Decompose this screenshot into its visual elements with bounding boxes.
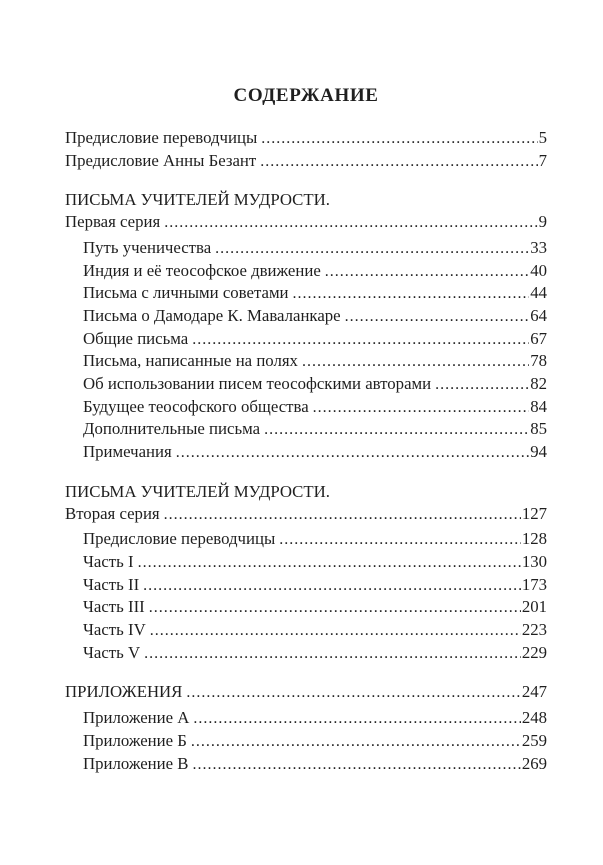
toc-entry-label: Об использовании писем теософскими авторами xyxy=(83,374,432,394)
toc-entry-label: Часть I xyxy=(83,551,134,571)
dot-leader xyxy=(260,150,537,173)
dot-leader xyxy=(264,418,529,441)
toc-entry[interactable] xyxy=(65,730,547,753)
toc-entry[interactable] xyxy=(65,528,547,551)
toc-entry-page-number: 5 xyxy=(538,128,547,147)
toc-entry[interactable] xyxy=(65,260,547,283)
toc-entry[interactable] xyxy=(65,619,547,642)
dot-leader xyxy=(143,574,521,597)
toc-entry-page-number: 84 xyxy=(530,396,547,416)
toc-entry-page-number: 229 xyxy=(521,642,547,662)
dot-leader xyxy=(138,551,521,574)
toc-entry[interactable] xyxy=(65,441,547,464)
toc-group xyxy=(65,189,547,463)
toc-entry-label: Общие письма xyxy=(83,328,189,348)
toc-groups xyxy=(65,127,547,775)
toc-entry[interactable] xyxy=(65,282,547,305)
toc-entry[interactable] xyxy=(65,596,547,619)
toc-entry[interactable] xyxy=(65,237,547,260)
toc-entry[interactable] xyxy=(65,551,547,574)
toc-entry-label: Приложение В xyxy=(83,753,189,773)
toc-entry-label: Часть V xyxy=(83,642,141,662)
toc-entry-label: Часть III xyxy=(83,597,145,617)
toc-entry-page-number: 9 xyxy=(538,212,547,232)
dot-leader xyxy=(164,503,521,526)
toc-entry-label: Предисловие переводчицы xyxy=(65,128,258,147)
toc-entry-page-number: 128 xyxy=(521,529,547,549)
toc-entry-page-number: 7 xyxy=(538,150,547,170)
dot-leader xyxy=(435,373,529,396)
toc-group xyxy=(65,127,547,172)
toc-entry-label: Приложение А xyxy=(83,708,190,728)
toc-entry[interactable] xyxy=(65,150,547,173)
dot-leader xyxy=(192,328,529,351)
toc-entry[interactable] xyxy=(65,305,547,328)
toc-entry-page-number: 40 xyxy=(530,260,547,280)
toc-entry[interactable] xyxy=(65,350,547,373)
toc-entry[interactable] xyxy=(65,418,547,441)
toc-entry-label: Дополнительные письма xyxy=(83,419,261,439)
toc-entry-label: ПРИЛОЖЕНИЯ xyxy=(65,682,183,702)
toc-entry[interactable] xyxy=(65,127,547,150)
dot-leader xyxy=(149,596,521,619)
toc-entry-page-number: 223 xyxy=(521,620,547,640)
dot-leader xyxy=(345,305,530,328)
toc-entry-page-number: 248 xyxy=(521,708,547,728)
toc-entry-page-number: 78 xyxy=(530,351,547,371)
toc-entry[interactable] xyxy=(65,503,547,526)
dot-leader xyxy=(193,707,520,730)
toc-entry-page-number: 173 xyxy=(521,574,547,594)
toc-entry[interactable] xyxy=(65,373,547,396)
toc-entry-page-number: 67 xyxy=(530,328,547,348)
toc-entry-page-number: 130 xyxy=(521,551,547,571)
toc-entry[interactable] xyxy=(65,328,547,351)
toc-entry-page-number: 85 xyxy=(530,419,547,439)
toc-section-heading: ПИСЬМА УЧИТЕЛЕЙ МУДРОСТИ. xyxy=(65,481,330,501)
toc-entry-label: Предисловие переводчицы xyxy=(83,529,276,549)
toc-entry[interactable] xyxy=(65,681,547,704)
dot-leader xyxy=(176,441,530,464)
toc-entry-label: Письма о Дамодаре К. Маваланкаре xyxy=(83,305,341,325)
toc-entry-page-number: 33 xyxy=(530,237,547,257)
dot-leader xyxy=(293,282,530,305)
toc-entry-label: Часть IV xyxy=(83,620,146,640)
toc-entry[interactable] xyxy=(65,753,547,776)
toc-entry-page-number: 247 xyxy=(521,682,547,702)
toc-group xyxy=(65,481,547,665)
toc-entry-label: Часть II xyxy=(83,574,140,594)
toc-entry-label: Путь ученичества xyxy=(83,237,212,257)
dot-leader xyxy=(150,619,521,642)
toc-entry-page-number: 259 xyxy=(521,730,547,750)
dot-leader xyxy=(186,681,520,704)
toc-entry[interactable] xyxy=(65,642,547,665)
toc-entry-page-number: 201 xyxy=(521,597,547,617)
dot-leader xyxy=(192,753,520,776)
toc-entry-page-number: 94 xyxy=(530,442,547,462)
dot-leader xyxy=(144,642,521,665)
toc-entry[interactable] xyxy=(65,574,547,597)
dot-leader xyxy=(302,350,529,373)
toc-entry[interactable] xyxy=(65,211,547,234)
dot-leader xyxy=(313,396,530,419)
toc-entry[interactable] xyxy=(65,707,547,730)
toc-entry-label: Письма, написанные на полях xyxy=(83,351,298,371)
dot-leader xyxy=(164,211,537,234)
toc-entry-page-number: 44 xyxy=(530,283,547,303)
page-title: СОДЕРЖАНИЕ xyxy=(233,85,379,106)
toc-entry-label: Первая серия xyxy=(65,212,161,232)
toc-entry-page-number: 269 xyxy=(521,753,547,773)
toc-group xyxy=(65,681,547,775)
toc-entry-page-number: 127 xyxy=(521,503,547,523)
dot-leader xyxy=(191,730,521,753)
toc-entry-label: Примечания xyxy=(83,442,172,462)
toc-section-heading: ПИСЬМА УЧИТЕЛЕЙ МУДРОСТИ. xyxy=(65,190,330,210)
dot-leader xyxy=(279,528,521,551)
toc-entry-label: Будущее теософского общества xyxy=(83,396,309,416)
dot-leader xyxy=(215,237,529,260)
toc-entry-label: Индия и её теософское движение xyxy=(83,260,321,280)
toc-entry-label: Письма с личными советами xyxy=(83,283,289,303)
toc-entry-label: Приложение Б xyxy=(83,730,187,750)
toc-entry-label: Предисловие Анны Безант xyxy=(65,150,257,170)
toc-entry[interactable] xyxy=(65,396,547,419)
toc-entry-page-number: 82 xyxy=(530,374,547,394)
toc-entry-label: Вторая серия xyxy=(65,503,160,523)
dot-leader xyxy=(325,260,529,283)
toc-entry-page-number: 64 xyxy=(530,305,547,325)
dot-leader xyxy=(261,127,537,150)
